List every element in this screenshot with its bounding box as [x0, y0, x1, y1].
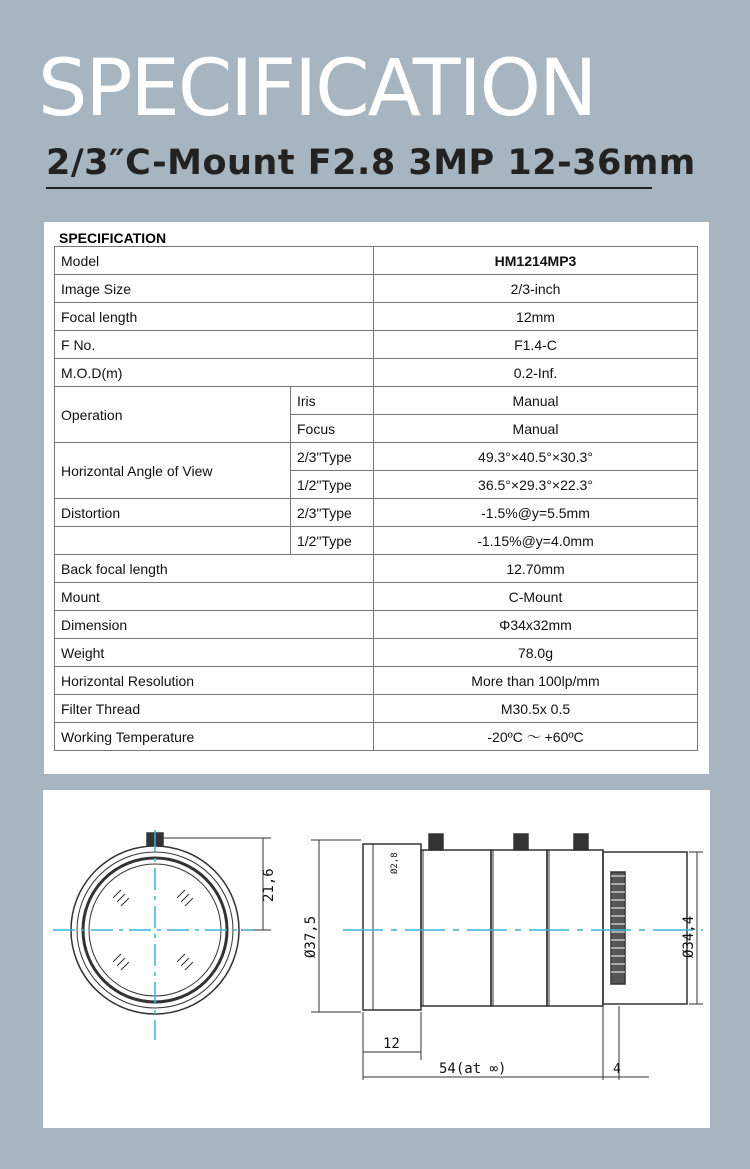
spec-label: Working Temperature: [55, 723, 374, 751]
table-row: [55, 443, 698, 471]
spec-sublabel: 1/2"Type: [291, 527, 374, 555]
knob-zoom: [574, 834, 588, 850]
spec-sublabel: 1/2"Type: [291, 471, 374, 499]
dim-total-length: 54(at ∞): [439, 1061, 507, 1077]
spec-value: 78.0g: [374, 639, 698, 667]
table-row: [55, 331, 698, 359]
spec-label: Mount: [55, 583, 374, 611]
spec-label: Filter Thread: [55, 695, 374, 723]
thread-block: [611, 872, 625, 984]
spec-label: Horizontal Resolution: [55, 667, 374, 695]
spec-value: F1.4-C: [374, 331, 698, 359]
spec-value: 0.2-Inf.: [374, 359, 698, 387]
table-row: [55, 695, 698, 723]
spec-value: -1.5%@y=5.5mm: [374, 499, 698, 527]
spec-value: 49.3°×40.5°×30.3°: [374, 443, 698, 471]
iris-ring: [491, 850, 547, 1006]
spec-value: 2/3-inch: [374, 275, 698, 303]
drawing-svg: [43, 790, 710, 1128]
table-row: [55, 387, 698, 415]
side-view: [311, 834, 703, 1080]
knob-focus: [429, 834, 443, 850]
spec-card: [44, 222, 709, 774]
table-row: [55, 723, 698, 751]
spec-value: Φ34x32mm: [374, 611, 698, 639]
table-row: [55, 499, 698, 527]
dim-front-offset: 21,6: [261, 868, 277, 902]
table-row: [55, 639, 698, 667]
spec-value: -1.15%@y=4.0mm: [374, 527, 698, 555]
spec-label: Focal length: [55, 303, 374, 331]
page-title: SPECIFICATION: [38, 44, 596, 134]
spec-value: M30.5x 0.5: [374, 695, 698, 723]
spec-label: Model: [55, 247, 374, 275]
spec-sublabel: 2/3"Type: [291, 499, 374, 527]
table-row: [55, 611, 698, 639]
focus-ring: [421, 850, 491, 1006]
spec-heading: SPECIFICATION: [59, 230, 167, 246]
spec-label: Dimension: [55, 611, 374, 639]
technical-drawing: [43, 790, 710, 1128]
spec-label: Weight: [55, 639, 374, 667]
spec-label: M.O.D(m): [55, 359, 374, 387]
table-row: [55, 303, 698, 331]
spec-value: HM1214MP3: [374, 247, 698, 275]
table-row: [55, 667, 698, 695]
dim-diameter-body: Ø37,5: [303, 915, 319, 958]
spec-label-empty: [55, 527, 291, 555]
table-row: [55, 583, 698, 611]
ring-mark: Ø2,8: [390, 852, 400, 874]
spec-sublabel: Focus: [291, 415, 374, 443]
dim-diameter-rear: Ø34,4: [681, 915, 697, 958]
spec-value: Manual: [374, 415, 698, 443]
dim-flange: 4: [613, 1062, 621, 1077]
zoom-ring: [547, 850, 603, 1006]
spec-label: Distortion: [55, 499, 291, 527]
table-row: [55, 359, 698, 387]
dim-front-length: 12: [383, 1036, 400, 1052]
table-row: [55, 527, 698, 555]
spec-label: Horizontal Angle of View: [55, 443, 291, 499]
spec-label: Image Size: [55, 275, 374, 303]
spec-sublabel: Iris: [291, 387, 374, 415]
front-view: [53, 830, 271, 1040]
spec-label: Back focal length: [55, 555, 374, 583]
table-row: [55, 275, 698, 303]
table-row: [55, 555, 698, 583]
knob-iris: [514, 834, 528, 850]
spec-value: 12mm: [374, 303, 698, 331]
spec-value: -20ºC ～ +60ºC: [374, 723, 698, 751]
spec-sublabel: 2/3"Type: [291, 443, 374, 471]
table-row: [55, 247, 698, 275]
subtitle-underline: [46, 187, 652, 189]
spec-value: 12.70mm: [374, 555, 698, 583]
spec-label: Operation: [55, 387, 291, 443]
spec-value: C-Mount: [374, 583, 698, 611]
spec-value: More than 100lp/mm: [374, 667, 698, 695]
spec-value: Manual: [374, 387, 698, 415]
spec-label: F No.: [55, 331, 374, 359]
product-subtitle: 2/3″C-Mount F2.8 3MP 12-36mm: [46, 143, 696, 183]
spec-table: [54, 246, 698, 751]
spec-value: 36.5°×29.3°×22.3°: [374, 471, 698, 499]
